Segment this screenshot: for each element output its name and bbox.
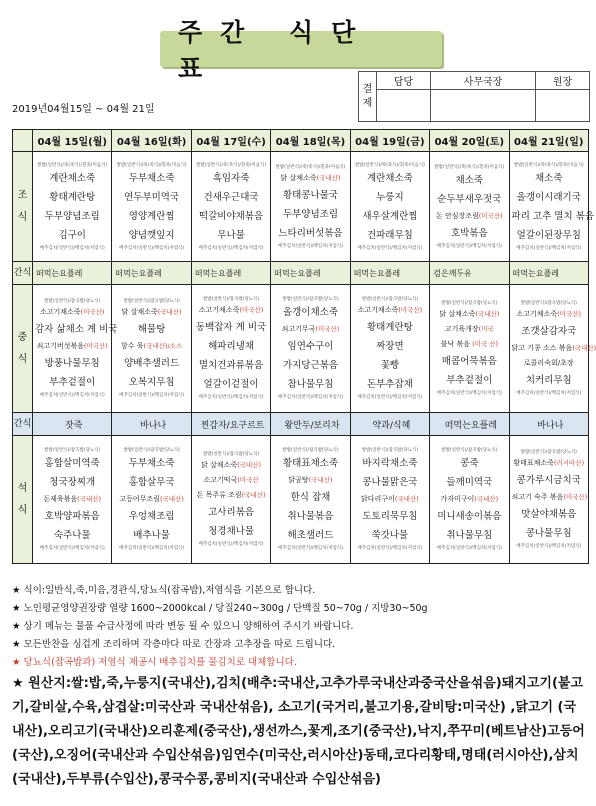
origin-marker: (국내산) — [157, 308, 182, 316]
menu-item: 취나물볶음 — [287, 511, 334, 522]
menu-item: 황태계란탕 — [366, 322, 413, 333]
menu-item: 콩죽 — [460, 458, 479, 469]
diet-note-top: 쌀밥(일반식)/잡곡밥(당뇨식) — [123, 299, 180, 304]
menu-item: 무나물 — [217, 229, 245, 241]
menu-item: 두부채소죽 — [128, 458, 175, 469]
menu-item: 닭 살채소죽(국내산) — [280, 173, 341, 182]
day-header: 04월 16일(화) — [112, 130, 191, 152]
menu-item: 방풍나물무침 — [44, 358, 100, 369]
menu-item: 고사리볶음 — [208, 507, 254, 518]
lunch-cell — [430, 285, 509, 413]
origin-marker: (국내산) — [77, 495, 102, 503]
dinner-cell — [350, 436, 429, 564]
diet-note-top: 쌀밥(일반식)/잡곡밥(당뇨식) — [520, 301, 577, 306]
lunch-cell — [33, 285, 118, 413]
diet-note-bottom: 배추김치(일반식)/백김치(저염식) — [119, 393, 185, 398]
lunch-cell — [191, 285, 270, 413]
menu-item: 쇠고기무국(미국산) — [281, 325, 340, 333]
diet-note-bottom: 배추김치(일반식)/백김치(저염식) — [277, 395, 343, 400]
diet-note-top: 쌀밥(일반식)/잡곡밥(당뇨식) — [44, 299, 101, 304]
menu-item: 새우살계란찜 — [362, 210, 418, 222]
snack-morning-cell: 검은깨두유 — [430, 262, 509, 285]
menu-item: 매콤어묵볶음 — [441, 356, 497, 367]
menu-item: 멸치건과류볶음 — [198, 360, 264, 371]
lunch-cell — [350, 285, 429, 413]
menu-item: 소고기채소죽(미국산) — [198, 306, 264, 314]
menu-item: 올갱이시래기국 — [516, 191, 581, 203]
menu-item: 부추겉절이 — [49, 377, 96, 388]
menu-item: 황태계란탕 — [49, 191, 96, 203]
menu-item: 고기육개장(미국 — [444, 325, 494, 333]
menu-item: 부추겉절이 — [446, 375, 493, 386]
menu-item: 닭고 기콩 소스 볶음(국내산) — [511, 344, 596, 352]
approval-col-head: 원장 — [536, 72, 590, 90]
snack-morning-cell: 떠먹는요플레 — [350, 262, 429, 285]
breakfast-cell — [271, 152, 350, 262]
approval-box — [358, 71, 590, 122]
menu-item: 호박볶음 — [450, 227, 488, 239]
diet-note-top: 쌀밥(일반식)/잡곡밥(당뇨식) — [361, 297, 419, 302]
origin-marker: (국내산) — [475, 310, 500, 318]
diet-note-top: 쌀밥(일반식)/잡곡밥(당뇨식) — [44, 448, 101, 453]
menu-item: 해물탕 — [137, 324, 166, 335]
diet-note-top: 쌀밥(일반식)/죽(죽식)/흰죽(미음식) — [354, 162, 425, 168]
note-diet: ★ 식이:일반식,죽,미음,경관식,당뇨식(잡곡밥),저염식을 기본으로 합니다. — [12, 585, 316, 596]
menu-item: 닭다리구이(국내산) — [361, 495, 419, 503]
day-header: 04월 19일(금) — [350, 130, 429, 152]
diet-note-bottom: 배추김치(일반식)/백김치(저염식) — [198, 245, 264, 251]
menu-item: 콩나물무침 — [525, 528, 572, 539]
diet-note-top: 쌀밥(일반식)/잡곡밥(당뇨식) — [123, 448, 180, 453]
origin-marker: (러시아산) — [553, 459, 585, 467]
origin-marker: (국내산) — [316, 173, 341, 182]
menu-item: 숙주나물 — [53, 530, 91, 541]
diet-note-bottom: 배추김치(일반식)/백김치(저염식) — [39, 546, 105, 551]
menu-item: 감자 삶채소 계 비국 — [35, 324, 118, 335]
menu-item: 쑥갓나물 — [371, 530, 409, 541]
menu-item: 돈 목주류 조림(국내산) — [196, 491, 266, 499]
note-seasoning: ★ 모든반찬을 싱겁게 조리하며 각층마다 따로 간장과 고추장을 따로 드립니다. — [12, 639, 336, 650]
menu-item: 항수 육(국내산)/소스 — [121, 342, 183, 350]
origin-marker: (미국산) — [80, 308, 105, 316]
diet-note-bottom: 배추김치(일반식)/백김치(저염식) — [516, 544, 582, 549]
menu-item: 임연수구이 — [287, 341, 334, 352]
breakfast-cell — [430, 152, 509, 262]
menu-item: 소고기채소죽(미국산) — [516, 310, 582, 318]
menu-item: 황태표채소죽(러시아산) — [513, 459, 585, 467]
menu-item: 얼갈이겉절이 — [203, 379, 259, 390]
menu-item: 계란채소죽 — [366, 172, 413, 184]
approval-sign-head[interactable] — [536, 90, 590, 122]
dinner-cell — [191, 436, 270, 564]
origin-marker: (국내산) — [308, 476, 333, 484]
diet-note-bottom: 배추김치(일반식)/백김치(저염식) — [119, 245, 185, 251]
page-title: 주간 식단 표 — [178, 18, 374, 83]
header-corner — [13, 130, 33, 152]
menu-item: 조갯살감자국 — [521, 326, 577, 337]
diet-note-top: 쌀밥(일반식)/잡곡밥(당뇨식) — [441, 448, 498, 453]
menu-item: 닭 살채소죽(국내산) — [121, 308, 182, 316]
diet-note-bottom: 배추김치(일반식)/백김치(저염식) — [198, 395, 264, 400]
snack-morning-cell: 떠먹는요플레 — [191, 262, 270, 285]
menu-item: 채소죽 — [455, 174, 484, 186]
diet-note-top: 쌀밥(일반식)/잡곡밥(당뇨식) — [441, 301, 498, 306]
menu-item: 호박양파볶음 — [44, 511, 100, 522]
menu-item: 로콜리숙회/초장 — [523, 359, 574, 367]
menu-item: 계란채소죽 — [49, 172, 96, 184]
snack-afternoon-cell: 떠먹는요플레 — [430, 413, 509, 436]
menu-item: 파리 고추 멸치 볶음 — [511, 210, 595, 222]
dinner-cell — [271, 436, 350, 564]
diet-note-top: 쌀밥(일반식)/죽(죽식)/흰죽(미음식) — [434, 164, 505, 170]
day-header: 04월 17일(수) — [191, 130, 270, 152]
origin-marker: (미국산) — [563, 493, 588, 501]
dinner-cell — [112, 436, 191, 564]
row-label-snack-afternoon: 간식 — [13, 413, 33, 436]
menu-item: 참나물무침 — [287, 379, 334, 390]
snack-morning-cell: 떠먹는요플레 — [509, 262, 588, 285]
menu-item: 배추나물 — [133, 530, 170, 541]
menu-item: 맛살야채볶음 — [521, 509, 577, 520]
snack-afternoon-cell: 찐감자/요구르트 — [191, 413, 270, 436]
menu-item: 영양계란찜 — [128, 210, 175, 222]
menu-item: 미니새송이볶음 — [437, 511, 502, 522]
origin-marker: (국내산) — [241, 491, 266, 499]
menu-item: 황태콩나물국 — [282, 189, 338, 201]
menu-item: 올갱이채소죽 — [282, 307, 338, 318]
diet-note-bottom: 배추김치(일반식)/백김치(저염식) — [39, 393, 105, 398]
snack-afternoon-cell: 왕만두/보리차 — [271, 413, 350, 436]
breakfast-cell — [112, 152, 191, 262]
dinner-cell — [33, 436, 112, 564]
menu-item: 건파래무침 — [366, 229, 413, 241]
menu-item: 돈제육볶음(국내산) — [43, 495, 102, 503]
menu-item: 해파리냉채 — [208, 341, 254, 352]
menu-item: 연두부미역국 — [124, 191, 180, 203]
origin-marker: (미국산) — [239, 306, 264, 314]
snack-afternoon-cell: 바나나 — [112, 413, 191, 436]
menu-item: 가지당근볶음 — [282, 360, 338, 371]
dinner-cell — [430, 436, 509, 564]
day-header: 04월 20일(토) — [430, 130, 509, 152]
menu-item: 도토리묵무침 — [362, 511, 418, 522]
diet-note-bottom: 배추김치(일반식)/백김치(저염식) — [277, 243, 343, 249]
menu-item: 해초샐러드 — [287, 530, 334, 541]
menu-item: 청국장찌개 — [49, 477, 96, 488]
menu-item: 쇠고기버섯볶음(미국산) — [36, 342, 108, 350]
snack-morning-cell: 떠먹는요플레 — [271, 262, 350, 285]
weekly-menu-table — [12, 129, 596, 564]
origin-marker: (국내산) — [159, 495, 184, 503]
menu-item: 돈부추잡채 — [366, 379, 413, 390]
menu-item: 짜장면 — [376, 341, 404, 352]
menu-item: 청경채나물 — [208, 526, 254, 537]
diet-note-top: 쌀밥(일반식)/잡곡밥(당뇨식) — [282, 448, 339, 453]
menu-item: 채소죽 — [535, 172, 563, 184]
snack-afternoon-cell: 잣죽 — [33, 413, 112, 436]
row-label-breakfast: 조 식 — [13, 152, 33, 262]
menu-item: 소고기채소죽(미국산) — [39, 308, 105, 316]
origin-marker: (미국산) — [315, 325, 340, 333]
menu-item: 쇠고기 숙주 볶음(미국산) — [511, 493, 588, 501]
menu-item: 김구이 — [58, 229, 86, 241]
menu-item: 콩가루시금치국 — [516, 475, 581, 486]
day-header: 04월 18일(목) — [271, 130, 350, 152]
approval-col-staff: 담당 — [377, 72, 431, 90]
menu-item: 두부채소죽 — [128, 172, 175, 184]
menu-item: 건새우근대국 — [203, 191, 259, 203]
dinner-cell — [509, 436, 588, 564]
diet-note-bottom: 배추김치(일반식)/백김치(저염식) — [198, 542, 264, 547]
lunch-cell — [112, 285, 191, 413]
breakfast-cell — [350, 152, 429, 262]
row-label-dinner: 석 식 — [13, 436, 33, 564]
menu-item: 홍합살미역죽 — [44, 458, 100, 469]
row-label-lunch: 중 식 — [13, 285, 33, 413]
origin-marker: (미국산) — [83, 342, 108, 350]
menu-item: 황태표채소죽 — [282, 458, 338, 469]
breakfast-cell — [191, 152, 270, 262]
diet-note-top: 쌀밥(일반식)/잡곡밥(당뇨식) — [202, 452, 260, 457]
diet-note-bottom: 배추김치(일반식)/백김치(저염식) — [516, 391, 582, 396]
day-header: 04월 21일(일) — [509, 130, 588, 152]
menu-item: 꽃빵 — [380, 360, 400, 371]
menu-item: 닭곰탕(국내산) — [288, 476, 333, 484]
diet-note-top: 쌀밥(일반식)/죽(죽식)/흰죽(미음식) — [513, 162, 584, 168]
origin-marker: (국내산) — [474, 495, 499, 503]
breakfast-cell — [33, 152, 112, 262]
snack-afternoon-cell: 약과/식혜 — [350, 413, 429, 436]
menu-item: 들깨미역국 — [446, 477, 493, 488]
note-nutrition: ★ 노인평균영양권장량 열량 1600~2000kcal / 당질240~300g / 단백질 50~70g / 지방30~50g — [12, 603, 428, 614]
row-label-snack-morning: 간식 — [13, 262, 33, 285]
diet-note-bottom: 배추김치(일반식)/백김치(저염식) — [357, 395, 423, 400]
origin-marker: (국내산) — [572, 344, 596, 352]
diet-note-top: 쌀밥(일반식)/잡곡밥(당뇨식) — [282, 297, 339, 302]
diet-note-bottom: 배추김치(일반식)/백김치(저염식) — [357, 245, 423, 251]
origin-marker: (국내산) — [394, 495, 419, 503]
diet-note-top: 쌀밥(일반식)/잡곡밥(당뇨식) — [520, 450, 577, 455]
date-range: 2019년04월15일 ~ 04월 21일 — [12, 104, 155, 115]
diet-note-top: 쌀밥(일반식)/죽(죽식)/흰죽(미음식) — [275, 164, 346, 170]
diet-note-bottom: 배추김치(일반식)/백김치(저염식) — [277, 546, 343, 551]
menu-item: 한식 잡채 — [290, 492, 331, 503]
note-change: ★ 상기 메뉴는 물품 수급사정에 따라 변동 될 수 있으니 양해하여 주시기 바랍니다. — [12, 621, 354, 632]
menu-item: 콩나물맑은국 — [362, 477, 418, 488]
origin-marker: (미국산) — [478, 211, 503, 220]
snack-morning-cell: 떠먹는요플레 — [112, 262, 191, 285]
menu-item: 누룽지 — [376, 191, 404, 203]
diet-note-bottom: 배추김치(일반식)/백김치(저염식) — [516, 245, 582, 251]
diet-note-top: 쌀밥(일반식)/죽(죽식)/흰죽(미음식) — [37, 162, 108, 168]
diet-note-bottom: 배추김치(일반식)/백김치(저염식) — [436, 243, 502, 249]
menu-item: 동백잡자 계 비국 — [195, 322, 267, 333]
origin-marker: (미국 — [478, 325, 494, 333]
snack-afternoon-cell: 바나나 — [509, 413, 588, 436]
diet-note-top: 쌀밥(일반식)/죽(죽식)/흰죽(미음식) — [196, 162, 267, 168]
menu-item: 돈 안심장조림(미국산) — [435, 211, 503, 220]
diet-note-bottom: 배추김치(일반식)/백김치(저염식) — [119, 546, 185, 551]
menu-item: 우엉채조림 — [128, 511, 175, 522]
diet-note-top: 쌀밥(일반식)/죽(죽식)/흰죽(미음식) — [116, 162, 187, 168]
snack-morning-cell: 떠먹는요플레 — [33, 262, 112, 285]
lunch-cell — [271, 285, 350, 413]
menu-item: 양념깻잎지 — [128, 229, 175, 241]
diet-note-bottom: 배추김치(일반식)/백김치(저염식) — [436, 546, 502, 551]
menu-item: 소고기떡국(미국산 — [203, 476, 259, 484]
menu-item: 흑임자죽 — [212, 172, 250, 184]
origin-marker: (미국 산) — [472, 340, 499, 348]
approval-col-director: 사무국장 — [430, 72, 535, 90]
lunch-cell — [509, 285, 596, 413]
menu-item: 양배추샐러드 — [124, 358, 180, 369]
menu-item: 치커리무침 — [525, 375, 572, 386]
diet-note-bottom: 배추김치(일반식)/백김치(저염식) — [357, 546, 423, 551]
menu-item: 얼갈이된장무침 — [516, 229, 581, 241]
diet-note-top: 쌀밥(일반식)/잡곡밥(당뇨식) — [202, 297, 260, 302]
origin-marker: (미국산 — [237, 476, 259, 484]
notes-section — [12, 582, 586, 792]
menu-item: 취나물무침 — [446, 530, 493, 541]
origin-marker: (미국산) — [398, 306, 423, 314]
menu-item: 순두부새우젓국 — [437, 193, 502, 205]
menu-item: 닭 살채소죽(국내산) — [201, 461, 262, 469]
diet-note-bottom: 배추김치(일반식)/백김치(저염식) — [436, 391, 502, 396]
day-header: 04월 15일(월) — [33, 130, 112, 152]
menu-item: 두부양념조림 — [44, 210, 100, 222]
menu-item: 홍합살무국 — [128, 477, 175, 488]
menu-item: 고등어무조림(국내산) — [119, 495, 184, 503]
menu-item: 두부양념조림 — [282, 208, 338, 220]
diet-note-bottom: 배추김치(일반식)/백김치(저염식) — [39, 245, 105, 251]
menu-item: 바지락채소죽 — [362, 458, 418, 469]
origin-info: ★ 원산지:쌀:밥,죽,누룽지(국내산),김치(배추:국내산,고추가루국내산과중국산을섞음)돼지고기(불고기,갈비살,수육,삼겹살:미국산과 국내산섞음), 소고기(국거리,불고기용,갈비탕:미국산) ,닭고기 (국내산),오리고기(국내산)오리훈제(중국산),생선까스,꽃게,조기(중국산),낙지,쭈꾸미(베트남산)고등어(국산),오징어(국내산과 수입산섞음)임연수(미국산,러시아산)동태,코다리황태,명태(러시아산),삼치(국내산),두부류(수입산),콩국수콩,콩비지(국내산과 수입산섞음) — [12, 676, 585, 787]
approval-label: 결 제 — [359, 72, 377, 122]
menu-item: 닭 살채소죽(국내산) — [439, 310, 500, 318]
origin-marker: (미국산) — [557, 310, 582, 318]
menu-item: 오복지무침 — [128, 377, 175, 388]
note-kimchi: ★ 당뇨식(잡곡밥과) 저염식 제공시 배추김치를 물김치로 대체합니다. — [12, 657, 297, 668]
diet-note-top: 쌀밥(일반식)/잡곡밥(당뇨식) — [361, 448, 419, 453]
approval-sign-director[interactable] — [430, 90, 535, 122]
origin-marker: (국내산)/소스 — [143, 342, 183, 350]
approval-sign-staff[interactable] — [377, 90, 431, 122]
menu-item: 떡갈비야채볶음 — [198, 210, 264, 222]
menu-item: 가자미구이(국내산) — [440, 495, 499, 503]
origin-marker: (국내산) — [237, 461, 262, 469]
breakfast-cell — [509, 152, 595, 262]
menu-item: 불낙 볶음 (미국 산) — [440, 340, 499, 348]
menu-item: 느타리버섯볶음 — [278, 227, 343, 239]
menu-item: 소고기채소죽(미국산) — [357, 306, 423, 314]
